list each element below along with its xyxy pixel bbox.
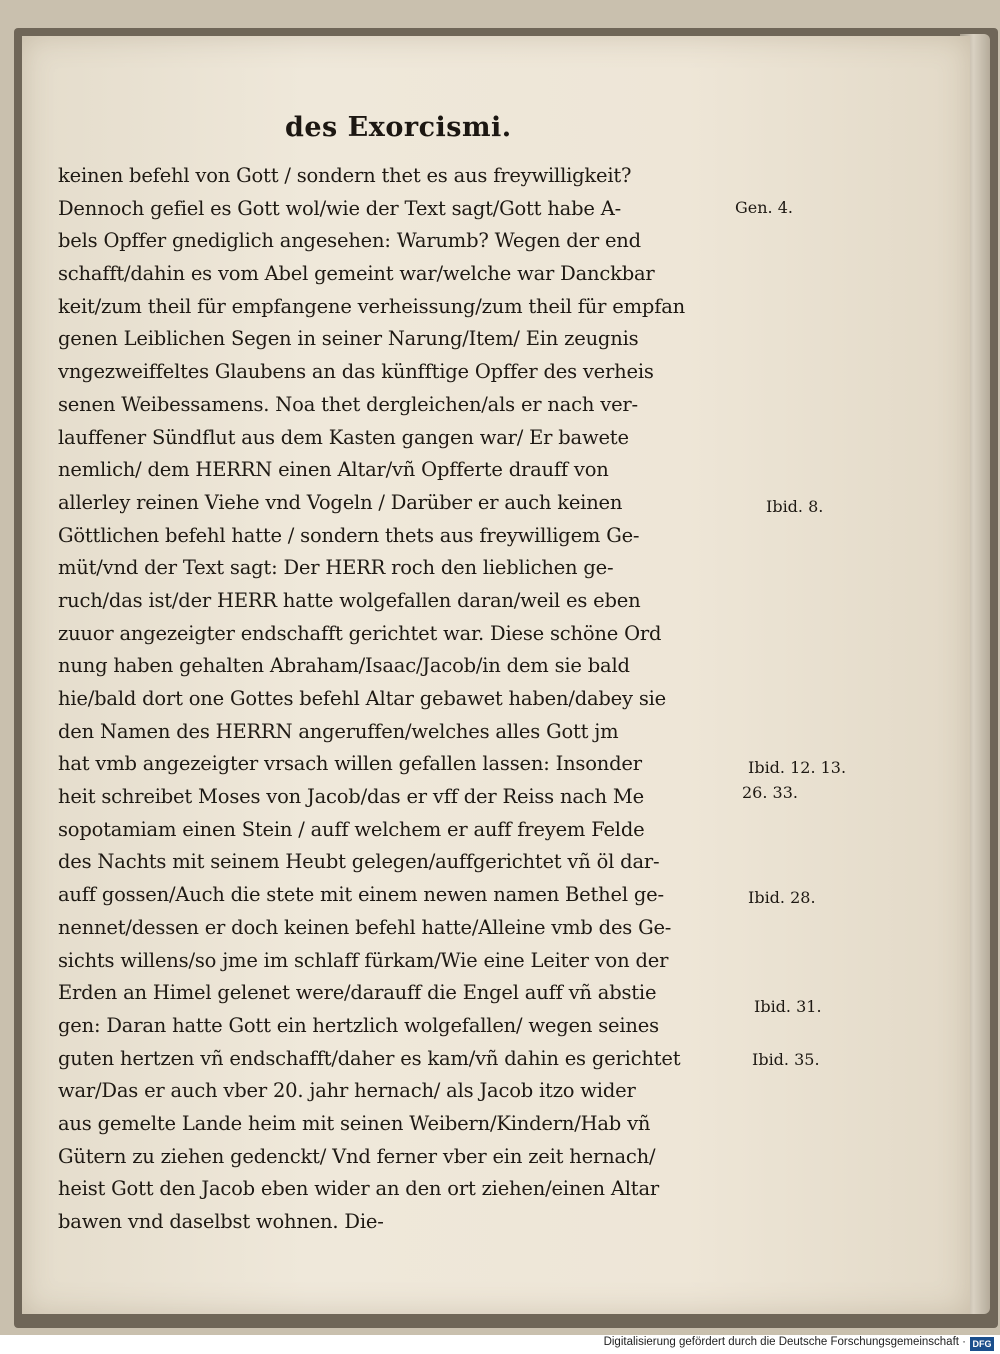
footer-credit: Digitalisierung gefördert durch die Deutsche Forschungsgemeinschaft · [603,1336,966,1348]
text-line: Göttlichen befehl hatte / sondern thets aus freywilligem Ge- [58,523,640,547]
text-line: keinen befehl von Gott / sondern thet es aus freywilligkeit? [58,164,632,187]
text-line: aus gemelte Lande heim mit seinen Weibern/Kindern/Hab vñ [58,1111,651,1135]
text-line: Dennoch gefiel es Gott wol/wie der Text sagt/Gott habe A- [58,196,621,220]
text-line: war/Das er auch vber 20. jahr hernach/ als Jacob itzo wider [58,1079,636,1103]
text-line: zuuor angezeigter endschafft gerichtet war. Diese schöne Ord [58,621,662,645]
text-line: nemlich/ dem HERRN einen Altar/vñ Opfferte drauff von [58,458,609,482]
text-line: keit/zum theil für empfangene verheissung/zum theil für empfan [58,294,685,318]
body-text [58,160,742,1239]
text-line: lauffener Sündflut aus dem Kasten gangen war/ Er bawete [58,425,629,449]
text-line: des Nachts mit seinem Heubt gelegen/auffgerichtet vñ öl dar- [58,850,660,874]
text-line: heit schreibet Moses von Jacob/das er vff der Reiss nach Me [58,785,644,809]
margin-note-ibid12: Ibid. 12. 13. [748,758,847,777]
text-line: guten hertzen vñ endschafft/daher es kam/vñ dahin es gerichtet [58,1046,681,1070]
text-line: Gütern zu ziehen gedenckt/ Vnd ferner vber ein zeit hernach/ [58,1144,656,1168]
text-line: bawen vnd daselbst wohnen. Die- [58,1210,384,1233]
text-line: sopotamiam einen Stein / auff welchem er auff freyem Felde [58,817,645,841]
text-line: vngezweiffeltes Glaubens an das künfftige Opffer des verheis [58,360,654,384]
text-line: Erden an Himel gelenet were/darauff die Engel auff vñ abstie [58,981,657,1005]
margin-note-ibid31: Ibid. 31. [754,997,822,1016]
margin-note-ibid28: Ibid. 28. [748,888,816,907]
text-line: ruch/das ist/der HERR hatte wolgefallen daran/weil es eben [58,588,641,612]
margin-note-gen4: Gen. 4. [735,198,793,217]
text-line: den Namen des HERRN angeruffen/welches alles Gott jm [58,719,619,743]
margin-note-ibid35: Ibid. 35. [752,1050,820,1069]
text-line: auff gossen/Auch die stete mit einem newen namen Bethel ge- [58,883,664,907]
text-line: schafft/dahin es vom Abel gemeint war/welche war Danckbar [58,262,655,286]
text-line: nennet/dessen er doch keinen befehl hatte/Alleine vmb des Ge- [58,915,672,939]
text-line: bels Opffer gnediglich angesehen: Warumb? Wegen der end [58,229,641,253]
text-line: nung haben gehalten Abraham/Isaac/Jacob/in dem sie bald [58,654,630,678]
dfg-logo: DFG [970,1337,994,1351]
text-line: sichts willens/so jme im schlaff fürkam/Wie eine Leiter von der [58,948,669,972]
text-line: hat vmb angezeigter vrsach willen gefallen lassen: Insonder [58,752,642,776]
margin-note-ibid8: Ibid. 8. [766,497,824,516]
margin-note-ibid26: 26. 33. [742,783,798,802]
text-line: genen Leiblichen Segen in seiner Narung/Item/ Ein zeugnis [58,327,639,351]
text-line: heist Gott den Jacob eben wider an den ort ziehen/einen Altar [58,1177,659,1201]
text-line: senen Weibessamens. Noa thet dergleichen/als er nach ver- [58,392,638,416]
text-line: müt/vnd der Text sagt: Der HERR roch den lieblichen ge- [58,556,614,580]
text-line: allerley reinen Viehe vnd Vogeln / Darüber er auch keinen [58,490,623,514]
text-line: hie/bald dort one Gottes befehl Altar gebawet haben/dabey sie [58,687,667,710]
running-head: des Exorcismi. [285,112,512,143]
text-line: gen: Daran hatte Gott ein hertzlich wolgefallen/ wegen seines [58,1013,659,1037]
